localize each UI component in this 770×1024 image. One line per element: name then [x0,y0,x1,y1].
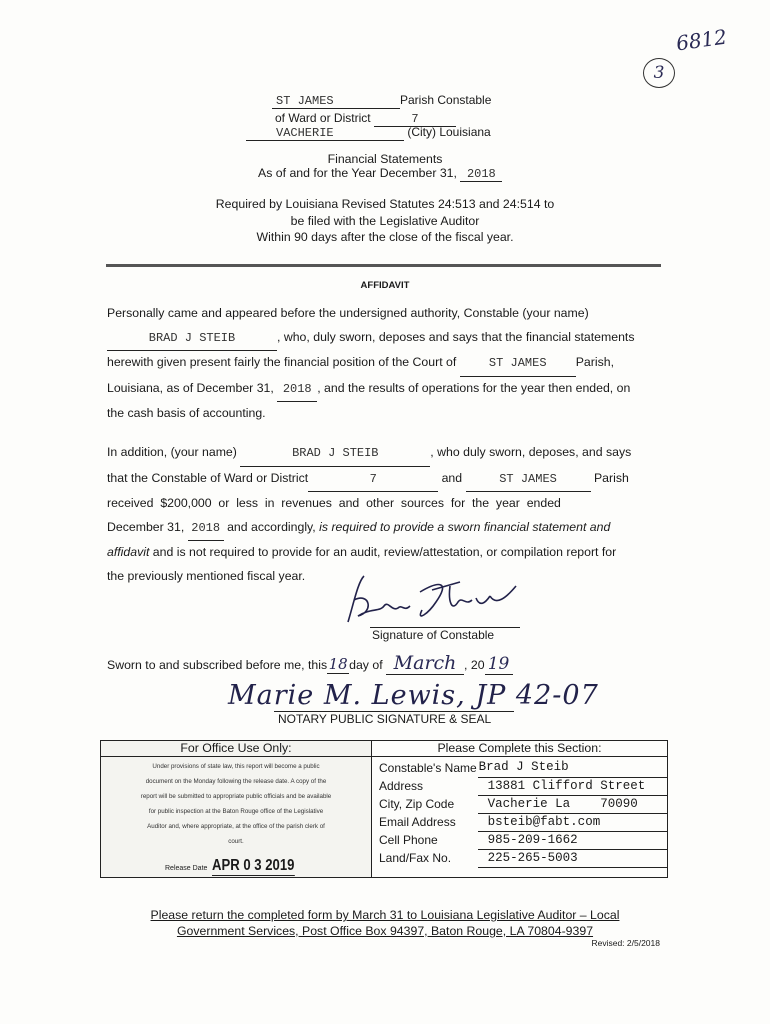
sworn-month-value: March [393,652,457,674]
section-label-fax: Land/Fax No. [379,851,452,865]
office-table [100,740,668,878]
office-line-2: document on the Monday following the release date. A copy of the [145,778,327,785]
office-line-3: report will be submitted to appropriate public officials and be available [140,793,332,800]
section-value-city[interactable]: Vacherie La 70090 [478,795,667,813]
p2-c: that the Constable of Ward or District [107,470,309,485]
p2-j: affidavit [107,545,150,559]
sworn-year-field [485,654,513,675]
section-row [378,813,667,831]
court-parish-field [460,351,576,377]
p2-d: and [441,470,463,485]
footer-line-1: Please return the completed form by March 31 to Louisiana Legislative Auditor – Local [150,908,620,922]
sworn-year-value: 19 [487,654,510,674]
section-label-city: City, Zip Code [379,797,455,811]
city-label: (City) Louisiana [407,125,491,139]
office-use-column [101,741,372,877]
section-value-fax[interactable]: 225-265-5003 [478,849,667,867]
p1-year-field [277,377,317,403]
section-row [378,849,667,867]
constable-name-value: BRAD J STEIB [148,330,236,345]
constable-signature-label: Signature of Constable [372,628,495,642]
constable-signature [340,572,530,630]
release-date-stamp: APR 0 3 2019 [211,857,295,874]
p1-a: Personally came and appeared before the undersigned authority, Constable (your name) [107,306,589,320]
complete-section-header: Please Complete this Section: [372,741,667,757]
p2-f: received $200,000 or less in revenues and other sources for the year ended [107,496,561,510]
constable-name-field [107,326,277,352]
req-line-2: be filed with the Legislative Auditor [290,213,480,228]
section-value-address[interactable]: 13881 Clifford Street [478,777,667,795]
section-row [378,759,667,777]
parish2-value: ST JAMES [499,471,557,486]
divider-rule [106,264,661,267]
affidavit-paragraph-2 [107,441,660,588]
section-value-email[interactable]: bsteib@fabt.com [478,813,667,831]
requirement-text [0,196,770,246]
p2-k: and is not required to provide for an audit, review/attestation, or compilation report for [149,545,617,559]
circled-number-text: 3 [653,63,665,83]
req-line-3: Within 90 days after the close of the fiscal year. [256,230,514,244]
sworn-line [107,652,513,675]
ward2-field [308,467,438,493]
name2-field [240,441,430,467]
section-label-email: Email Address [379,815,456,829]
p1-b: , who, duly sworn, deposes and says that the financial statements [277,329,635,344]
complete-section-column [372,741,667,877]
office-line-6: court. [228,838,244,845]
p2-a: In addition, (your name) [107,445,237,459]
fs-title: Financial Statements [327,152,443,166]
p2-e: Parish [593,470,629,485]
p2-i: is required to provide a sworn financial statement and [319,519,611,534]
parish-field: ST JAMES [272,94,400,109]
section-label-name: Constable's Name [379,761,477,775]
handwritten-number: 6812 [674,24,729,56]
fs-asof-label: As of and for the Year December 31, [258,166,457,180]
p2-h: and accordingly, [223,519,316,534]
parish-label: Parish Constable [400,93,492,107]
p1-f: , and the results of operations for the year then ended, on [317,380,631,395]
section-label-address: Address [379,779,424,793]
p1-year-value: 2018 [282,381,312,396]
sworn-day-field [327,655,349,674]
release-date-row [165,857,312,876]
office-line-1: Under provisions of state law, this report will become a public [152,763,320,770]
ward-field: 7 [374,112,456,127]
parish2-field [466,467,591,493]
complete-section-table [378,759,667,868]
p1-g: the cash basis of accounting. [107,406,266,420]
section-value-name[interactable]: Brad J Steib [478,759,667,777]
city-field: VACHERIE [246,126,404,141]
office-use-header: For Office Use Only: [101,741,371,757]
sworn-prefix: Sworn to and subscribed before me, this [107,658,328,672]
header-city-line [246,125,491,141]
req-line-1: Required by Louisiana Revised Statutes 24:513 and 24:514 to [215,197,555,211]
fs-asof-line [258,166,502,182]
section-value-cell[interactable]: 985-209-1662 [478,831,667,849]
court-parish-value: ST JAMES [488,356,547,370]
ward-label: of Ward or District [275,111,371,125]
fs-year-field: 2018 [460,167,502,182]
constable-signature-drawing [340,572,530,630]
header-parish-line [272,93,491,109]
section-label-cell: Cell Phone [379,833,438,847]
sworn-month-field [386,652,464,675]
year2-field [188,516,224,542]
footer-line-2: Government Services, Post Office Box 94397, Baton Rouge, LA 70804-9397 [176,924,594,938]
release-date-label: Release Date [165,865,208,872]
name2-value: BRAD J STEIB [292,446,379,460]
affidavit-title: AFFIDAVIT [360,280,410,291]
p2-g: December 31, [107,519,185,534]
affidavit-paragraph-1 [107,302,660,426]
office-line-5: Auditor and, where appropriate, at the office of the parish clerk of [147,823,325,830]
revised-date: Revised: 2/5/2018 [591,938,660,948]
sworn-day-of: day of [349,658,383,672]
sworn-year-prefix: , 20 [464,658,485,672]
p1-e: Louisiana, as of December 31, [107,380,274,395]
notary-signature: Marie M. Lewis, JP 42-07 [228,680,599,711]
ward2-value: 7 [369,471,377,486]
p2-l: the previously mentioned fiscal year. [107,568,306,583]
footer-instructions [0,907,770,939]
sworn-day-value: 18 [328,655,348,673]
circled-number [643,58,675,88]
office-line-4: for public inspection at the Baton Rouge office of the Legislative [148,808,324,815]
section-row [378,777,667,795]
section-row [378,831,667,849]
office-use-notice [101,757,371,849]
p1-c: herewith given present fairly the financial position of the Court of [107,355,457,369]
p2-b: , who duly sworn, deposes, and says [430,445,632,459]
year2-value: 2018 [191,520,221,535]
notary-label: NOTARY PUBLIC SIGNATURE & SEAL [278,712,492,726]
section-row [378,795,667,813]
p1-d: Parish, [575,355,614,369]
